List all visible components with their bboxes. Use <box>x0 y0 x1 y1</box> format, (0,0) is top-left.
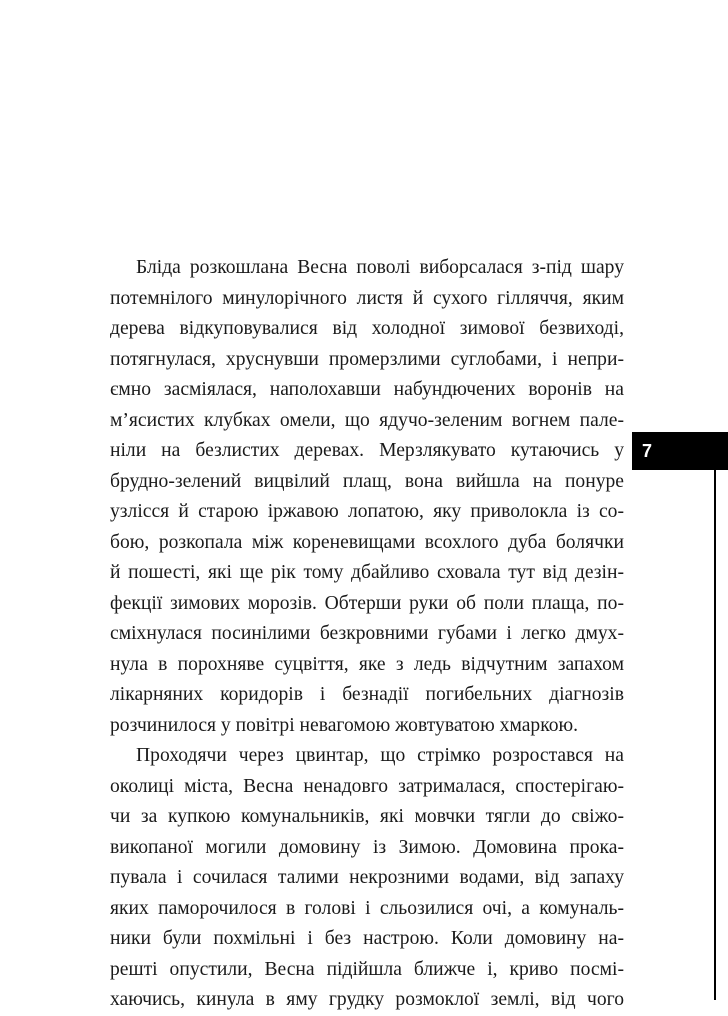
text-line: сміхнулася посинілими безкровними губами і легко дмух- <box>110 623 624 644</box>
text-line: ніли на безлистих деревах. Мерзлякувато кутаючись у <box>110 440 624 461</box>
text-line: дерева відкуповувалися від холодної зимової безвиході, <box>110 318 624 339</box>
body-text <box>110 253 624 1016</box>
text-line: решті опустили, Весна підійшла ближче і, криво посмі- <box>110 958 624 980</box>
text-line: чи за купкою комунальників, які мовчки тягли до свіжо- <box>110 806 624 827</box>
text-line: м’ясистих клубках омели, що ядучо-зеленим вогнем пале- <box>110 409 624 431</box>
text-line: околиці міста, Весна ненадовго затрималася, спостерігаю- <box>110 775 624 797</box>
text-line: пувала і сочилася талими некрозними водами, від запаху <box>110 867 624 888</box>
text-line: Бліда розкошлана Весна поволі виборсалася з-під шару <box>136 257 624 278</box>
text-line: лікарняних коридорів і безнадії погибельних діагнозів <box>110 684 624 705</box>
text-line: узлісся й старою іржавою лопатою, яку приволокла із со- <box>110 501 624 522</box>
text-line: хаючись, кинула в яму грудку розмоклої землі, від чого <box>110 989 624 1010</box>
text-line: викопаної могили домовину із Зимою. Домовина прока- <box>110 836 624 858</box>
text-line: фекції зимових морозів. Обтерши руки об поли плаща, по- <box>110 592 624 614</box>
text-line: потягнулася, хруснувши промерзлими суглобами, і непри- <box>110 348 624 370</box>
text-line: розчинилося у повітрі невагомою жовтуватою хмаркою. <box>110 714 579 736</box>
text-line: потемнілого минулорічного листя й сухого гілляччя, яким <box>110 287 624 309</box>
text-line: ники були похмільні і без настрою. Коли домовину на- <box>110 928 624 949</box>
text-line: брудно-зелений вицвілий плащ, вона вийшла на понуре <box>110 470 624 492</box>
text-line: нула в порохняве суцвіття, яке з ледь відчутним запахом <box>110 653 624 675</box>
text-line: ємно засміялася, наполохавши набундючених воронів на <box>110 379 624 400</box>
text-line: й пошесті, які ще рік тому дбайливо сховала тут від дезін- <box>110 562 624 583</box>
page-number: 7 <box>642 441 653 461</box>
page-edge-rule <box>714 470 716 1000</box>
text-line: Проходячи через цвинтар, що стрімко розростався на <box>136 745 624 766</box>
text-line: бою, розкопала між кореневищами всохлого дуба болячки <box>110 531 624 553</box>
text-line: яких паморочилося в голові і сльозилися очі, а комуналь- <box>110 897 624 919</box>
